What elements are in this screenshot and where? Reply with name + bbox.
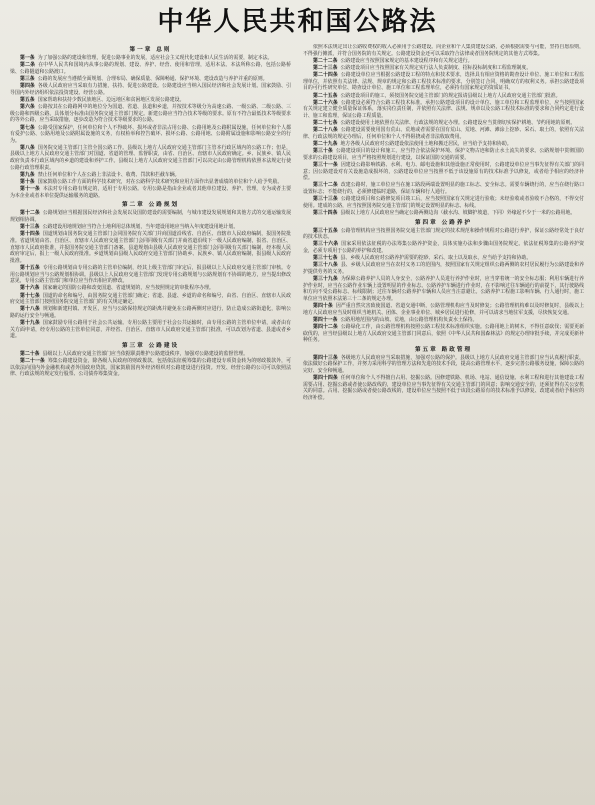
article-paragraph <box>303 324 584 344</box>
article-text: 公路管理机构应当按照国务院交通主管部门规定的技术规范和操作规程对公路进行养护，保证公路经常处于良好的技术状态。 <box>303 227 584 241</box>
article-number: 第二十二条 <box>313 57 338 64</box>
article-text: 国家鼓励公路工作方面的科学技术研究，对在公路科学技术研究和应用方面作出显著成绩的单位和个人给予奖励。 <box>37 179 283 186</box>
article-number: 第四十四条 <box>313 375 338 382</box>
article-paragraph <box>10 231 291 264</box>
article-text: 公路按其在公路路网中的地位分为国道、省道、县道和乡道，并按技术等级分为高速公路、一级公路、二级公路、三级公路和四级公路。具体划分标准由国务院交通主管部门规定。新建公路应当符合技术等级的要求。原有不符合最低技术等级要求的等外公路，应当采取措施，逐步改造为符合技术等级要求的公路。 <box>10 104 291 124</box>
article-paragraph <box>10 83 291 96</box>
article-number: 第二条 <box>20 62 36 69</box>
article-paragraph <box>303 276 584 302</box>
article-text: 各级地方人民政府应当采取措施，加强对公路的保护。县级以上地方人民政府交通主管部门应当认真履行职责，依法做好公路保护工作，并努力采用科学的管理方法和先进的技术手段，提高公路管理水平，逐步完善公路服务设施，保障公路的完好、安全和畅通。 <box>303 354 584 374</box>
article-number: 第四十条 <box>313 303 333 310</box>
article-paragraph <box>10 145 291 171</box>
article-paragraph <box>10 358 291 378</box>
article-number: 第三条 <box>20 75 35 82</box>
article-number: 第九条 <box>20 171 35 178</box>
article-text: 公路规划应当根据国民经济和社会发展以及国防建设的需要编制，与城市建设发展规划和其他方式的交通运输发展规划相协调。 <box>10 210 291 223</box>
article-paragraph <box>303 210 584 217</box>
article-number: 第八条 <box>20 144 35 151</box>
article-paragraph <box>10 224 291 231</box>
article-text: 公路建设项目应当按照国家有关规定实行法人负责制度、招标投标制度和工程监理制度。 <box>340 64 532 71</box>
article-text: 因严重自然灾害致使国道、省道交通中断，公路管理机构应当及时修复；公路管理机构难以及时修复时，县级以上地方人民政府应当及时组织当地机关、团体、企业事业单位、城乡居民进行抢修，并可以请求当地驻军支援，尽快恢复交通。 <box>303 303 584 316</box>
chapter-heading: 第四章 公路养护 <box>414 219 473 226</box>
article-paragraph <box>10 97 291 104</box>
article-text: 规划和新建村镇、开发区，应当与公路保持规定的距离并避免在公路两侧对应进行，防止造成公路街道化，影响公路的运行安全与畅通。 <box>10 306 291 319</box>
article-paragraph <box>303 127 584 140</box>
article-number: 第三十条 <box>313 148 333 155</box>
article-paragraph <box>303 141 584 148</box>
article-number: 第三十二条 <box>313 182 338 189</box>
article-number: 第十四条 <box>20 231 40 238</box>
article-paragraph <box>303 93 584 100</box>
article-paragraph <box>10 210 291 223</box>
chapter-heading: 第一章 总则 <box>129 47 172 53</box>
article-paragraph <box>303 375 584 401</box>
article-paragraph <box>10 104 291 124</box>
article-text: 国家确定的国防公路和改变国道、省道规划的，应当按照规定的审批程序办理。 <box>42 285 214 292</box>
article-text: 公路建设单位应当根据公路建设工程的特点和技术要求，选择具有相应资格的勘查设计单位、施工单位和工程监理单位，并依照有关法律、法规、规章的规定和公路工程技术标准的要求，分别签订合同，明确双方的权利义务。承担公路建设项目的可行性研究单位、勘查设计单位、施工单位和工程监理单位，必须持有国家规定的资质证书。 <box>303 72 584 92</box>
article-paragraph <box>10 285 291 292</box>
article-text: 公路受国家保护，任何单位和个人不得破坏、损坏或者非法占用公路、公路用地及公路附属设施。任何单位和个人都有爱护公路、公路用地及公路附属设施的义务，有权检举和控告破坏、损坏公路、公路用地、公路附属设施和影响公路安全的行为。 <box>10 124 291 144</box>
article-paragraph <box>303 148 584 161</box>
article-text: 公路建设项目和公路修复项目竣工后，应当按照国家有关规定进行验收；未经验收或者验收不合格的，不得交付使用。建成的公路，应当按照国务院交通主管部门的规定设置明显的标志、标线。 <box>303 196 584 209</box>
article-paragraph <box>303 241 584 254</box>
article-text: 公路建设必须符合公路工程技术标准。承担公路建设项目的设计单位、施工单位和工程监理单位，应当按照国家有关规定建立健全质量保证体系，落实岗位责任制，并依照有关法律、法规、规章以及公路工程技术标准的要求和合同约定进行设计、施工和监理，保证公路工程质量。 <box>303 99 584 119</box>
article-text: 公路建设项目的施工，须按国务院交通主管部门的规定报请县级以上地方人民政府交通主管部门批准。 <box>340 92 561 99</box>
article-paragraph <box>303 65 584 72</box>
article-text: 本法对专用公路有规定的，适用于专用公路。专用公路是指由企业或者其他单位建设、养护、管理，专为或者主要为本企业或者本单位提供运输服务的道路。 <box>10 186 291 199</box>
article-text: 为了加强公路的建设和管理，促进公路事业的发展，适应社会主义现代化建设和人民生活的需要，制定本法。 <box>37 55 273 61</box>
article-number: 第十六条 <box>20 285 40 292</box>
article-number: 第一条 <box>20 55 35 61</box>
article-text: 县级以上人民政府交通主管部门应当依据职责维护公路建设秩序，加强对公路建设的监督管理。 <box>42 350 248 357</box>
article-number: 第二十六条 <box>313 99 338 106</box>
article-number: 第十三条 <box>20 224 40 231</box>
article-text: 禁止任何单位和个人在公路上非法设卡、收费、罚款和拦截车辆。 <box>37 171 180 178</box>
article-paragraph <box>303 58 584 65</box>
article-number: 第三十五条 <box>313 227 338 234</box>
article-text: 县级以上地方人民政府应当确定公路两侧边沟（截水沟、坡脚护坡道，下同）外缘起不少于一米的公路用地。 <box>340 209 576 216</box>
article-text: 公路绿化工作，由公路管理机构按照公路工程技术标准组织实施。公路用地上的树木，不得任意砍伐；需要更新砍伐的，应当经县级以上地方人民政府交通主管部门同意后，依照《中华人民共和国森林法》的规定办理审批手续，并完成更新补种任务。 <box>303 324 584 344</box>
right-column <box>303 44 584 799</box>
article-paragraph <box>303 120 584 127</box>
article-text: 国家鼓励专用公路用于社会公共运输。专用公路主要用于社会公共运输时，由专用公路的主管单位申请，或者由有关方面申请，经专用公路的主管单位同意，并经省、自治区、直辖市人民政府交通主管部门批准，可以改划为省道、县道或者乡道。 <box>10 320 291 340</box>
article-number: 第三十四条 <box>313 209 338 216</box>
article-paragraph <box>303 255 584 262</box>
article-text: 县、乡级人民政府对公路养护需要的挖砂、采石、取土以及取水，应当给予支持和协助。 <box>340 255 532 262</box>
article-text: 依照本法规定出让公路收费权的收入必须用于公路建设。向企业和个人集资建设公路，必须根据需要与可能，坚持自愿原则，不得强行摊派，并符合国务院的有关规定。公路建设资金还可以采取符合法律或者国务院规定的其他方式筹集。 <box>303 44 584 57</box>
chapter-heading: 第五章 路政管理 <box>414 346 473 353</box>
article-paragraph <box>10 306 291 319</box>
article-paragraph <box>10 351 291 358</box>
article-paragraph <box>10 179 291 186</box>
article-number: 第十八条 <box>20 306 40 313</box>
article-number: 第四条 <box>20 83 35 90</box>
article-paragraph <box>10 125 291 145</box>
article-paragraph <box>303 182 584 195</box>
article-text: 因建设公路影响铁路、水利、电力、邮电设施和其他设施正常使用时，公路建设单位应当事先征得有关部门的同意；因公路建设对有关设施造成损坏的，公路建设单位应当按照不低于该设施原有的技术标准予以修复，或者给予相应的经济补偿。 <box>303 162 584 182</box>
article-text: 公路建设应当按照国家规定的基本建设程序和有关规定进行。 <box>340 57 473 64</box>
article-paragraph <box>303 262 584 275</box>
article-paragraph <box>303 317 584 324</box>
article-text: 国道规划由国务院交通主管部门会同国务院有关部门并商国道沿线省、自治区、直辖市人民政府编制，报国务院批准。省道规划由省、自治区、直辖市人民政府交通主管部门会同同级有关部门并商省道沿线下一级人民政府编制，报省、自治区、直辖市人民政府批准，并报国务院交通主管部门备案。县道规划由县级人民政府交通主管部门会同同级有关部门编制，经本级人民政府审定后，报上一级人民政府批准。乡道规划由县级人民政府交通主管部门协助乡、民族乡、镇人民政府编制，报县级人民政府批准。 <box>10 231 291 264</box>
article-text: 公路建设需要使用国有荒山、荒地或者需要在国有荒山、荒地、河滩、滩涂上挖砂、采石、取土的，依照有关法律、行政法规的规定办理后，任何单位和个人不得阻挠或者非法收取费用。 <box>303 127 584 140</box>
article-paragraph <box>303 44 584 57</box>
article-number: 第二十七条 <box>313 120 338 127</box>
article-text: 各级人民政府应当采取有力措施，扶持、促进公路建设。公路建设应当纳入国民经济和社会发展计划。国家鼓励、引导国内外经济组织依法投资建设、经营公路。 <box>10 83 291 96</box>
article-text: 地方各级人民政府对公路建设依法使用土地和搬迁居民，应当给予支持和协助。 <box>340 141 512 148</box>
article-paragraph <box>10 55 291 62</box>
article-text: 公路用地范围内的山坡、荒地，由公路管理机构负责水土保持。 <box>340 316 478 323</box>
article-text: 国家帮助和扶持少数民族地区、边远地区和贫困地区发展公路建设。 <box>37 96 185 103</box>
article-number: 第三十六条 <box>313 241 339 248</box>
article-paragraph <box>10 265 291 285</box>
article-text: 公路建设使用土地依照有关法律、行政法规的规定办理。公路建设应当贯彻切实保护耕地、节约用地的原则。 <box>340 120 576 127</box>
article-number: 第二十五条 <box>313 92 338 99</box>
article-number: 第二十四条 <box>313 72 338 79</box>
article-paragraph <box>10 62 291 75</box>
article-paragraph <box>303 196 584 209</box>
article-text: 任何单位和个人不得擅自占用、挖掘公路。因修建铁路、机场、电站、通信设施、水利工程和进行其他建设工程需要占用、挖掘公路或者使公路改线的，建设单位应当事先征得有关交通主管部门的同意；影响交通安全的，还须征得有关公安机关的同意。占用、挖掘公路或者使公路改线的，建设单位应当按照不低于该段公路原有的技术标准予以修复、改建或者给予相应的经济补偿。 <box>303 375 584 401</box>
article-number: 第二十九条 <box>313 141 338 148</box>
chapter-heading: 第三章 公路建设 <box>121 342 180 349</box>
article-paragraph <box>303 162 584 182</box>
chapter-heading: 第二章 公路规划 <box>121 202 180 209</box>
article-number: 第十五条 <box>20 264 40 271</box>
article-number: 第四十三条 <box>313 354 338 361</box>
article-paragraph <box>303 355 584 375</box>
article-number: 第十一条 <box>20 186 40 193</box>
article-paragraph <box>10 76 291 83</box>
article-number: 第二十三条 <box>313 64 338 71</box>
article-number: 第二十八条 <box>313 127 338 134</box>
article-number: 第三十九条 <box>313 276 338 283</box>
article-text: 为保障公路养护人员的人身安全，公路养护人员进行养护作业时，应当穿着统一的安全标志服；利用车辆进行养护作业时，应当在公路作业车辆上设置明显的作业标志。公路养护车辆进行作业时，在不影响过往车辆通行的前提下，其行驶路线和方向不受公路标志、标线限制；过往车辆对公路养护车辆和人员应当注意避让。公路养护工程施工影响车辆、行人通行时，施工单位应当依照本法第三十二条的规定办理。 <box>303 276 584 302</box>
article-number: 第六条 <box>20 104 35 111</box>
article-text: 国家采用依法征税的办法筹集公路养护资金，具体实施办法和步骤由国务院规定。依法征税筹集的公路养护资金，必须专项用于公路的养护和改建。 <box>303 241 584 254</box>
article-number: 第三十八条 <box>313 262 338 269</box>
document-columns <box>10 44 585 799</box>
article-text: 专用公路规划由专用公路的主管单位编制，经其上级主管部门审定后，报县级以上人民政府交通主管部门审核。专用公路规划应当与公路规划相协调。县级以上人民政府交通主管部门发现专用公路规划与公路规划有不协调的地方，应当提出修改意见，专用公路主管部门和单位应当作出相应的修改。 <box>10 264 291 285</box>
article-number: 第十九条 <box>20 320 40 327</box>
article-text: 公路建设用地规划应当符合土地利用总体规划，当年建设用地应当纳入年度建设用地计划。 <box>42 224 239 231</box>
article-text: 县、乡级人民政府应当在农村义务工的范围内，按照国家有关规定组织公路两侧的农村居民履行为公路建设和养护提供劳务的义务。 <box>303 262 584 275</box>
article-number: 第二十条 <box>20 350 40 357</box>
article-number: 第三十三条 <box>313 196 338 203</box>
article-paragraph <box>10 320 291 340</box>
article-number: 第三十七条 <box>313 255 338 262</box>
article-number: 第四十一条 <box>313 316 338 323</box>
article-number: 第十二条 <box>20 210 40 217</box>
article-number: 第二十一条 <box>20 358 45 365</box>
article-number: 第十七条 <box>20 292 40 299</box>
article-text: 公路的发展应当遵循全面规划、合理布局、确保质量、保障畅通、保护环境、建设改造与养护并重的原则。 <box>37 75 268 82</box>
article-number: 第三十一条 <box>313 162 338 169</box>
article-number: 第十条 <box>20 179 35 186</box>
article-number: 第五条 <box>20 96 35 103</box>
article-text: 国道的命名和编号，由国务院交通主管部门确定；省道、县道、乡道的命名和编号，由省、自治区、直辖市人民政府交通主管部门按照国务院交通主管部门的有关规定确定。 <box>10 292 291 306</box>
article-paragraph <box>10 293 291 306</box>
article-paragraph <box>10 186 291 199</box>
article-text: 在中华人民共和国境内从事公路的规划、建设、养护、经营、使用和管理，适用本法。本法所称公路，包括公路桥梁、公路隧道和公路渡口。 <box>10 62 291 75</box>
article-text: 国务院交通主管部门主管全国公路工作。县级以上地方人民政府交通主管部门主管本行政区域内的公路工作；但是，县级以上地方人民政府交通主管部门对国道、省道的管理、监督职责，由省、自治区、直辖市人民政府确定。乡、民族乡、镇人民政府负责本行政区域内的乡道的建设和养护工作。县级以上地方人民政府交通主管部门可以决定由公路管理机构依照本法规定行使公路行政管理职责。 <box>10 144 291 171</box>
article-paragraph <box>303 100 584 120</box>
article-paragraph <box>303 72 584 92</box>
article-number: 第七条 <box>20 124 35 131</box>
article-text: 筹集公路建设资金，除各级人民政府的财政拨款，包括依法征税筹集的公路建设专项资金转为的财政拨款外，可以依法向国内外金融机构或者外国政府贷款。国家鼓励国内外经济组织对公路建设进行投资。开发、经营公路的公司可以依照法律、行政法规的规定发行股票、公司债券筹集资金。 <box>10 358 291 378</box>
article-number: 第四十二条 <box>313 324 338 331</box>
document-title: 中华人民共和国公路法 <box>157 7 438 37</box>
article-text: 改建公路时，施工单位应当在施工路段两端设置明显的施工标志、安全标志。需要车辆绕行的，应当在绕行路口设置标志；不能绕行的，必须修建临时道路，保证车辆和行人通行。 <box>303 182 584 195</box>
article-paragraph <box>303 303 584 316</box>
left-column <box>10 44 291 799</box>
article-paragraph <box>303 228 584 241</box>
article-paragraph <box>10 172 291 179</box>
article-text: 公路建设项目的设计和施工，应当符合依法保护环境、保护文物古迹和防止水土流失的要求。公路规划中贯彻国防要求的公路建设项目，应当严格按照规划进行建设，以保证国防交通的需要。 <box>303 148 584 161</box>
